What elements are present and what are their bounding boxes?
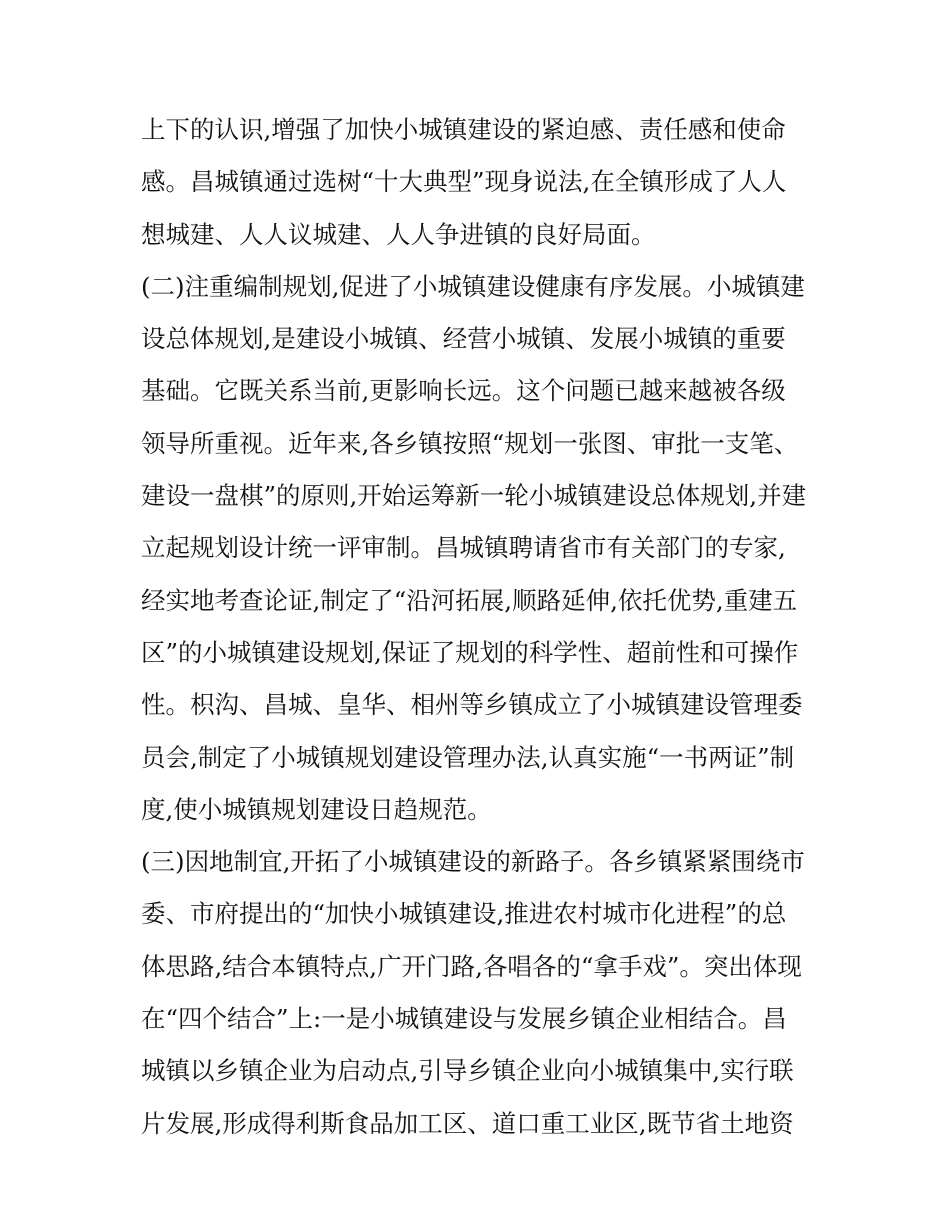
text-line: 区”的小城镇建设规划,保证了规划的科学性、超前性和可操作 [141, 637, 799, 667]
text-line: 想城建、人人议城建、人人争进镇的良好局面。 [141, 219, 656, 249]
text-line: 感。昌城镇通过选树“十大典型”现身说法,在全镇形成了人人 [141, 167, 787, 197]
text-line: 建设一盘棋”的原则,开始运筹新一轮小城镇建设总体规划,并建 [141, 481, 807, 511]
text-line: 在“四个结合”上:一是小城镇建设与发展乡镇企业相结合。昌 [141, 1004, 787, 1034]
text-line: 上下的认识,增强了加快小城镇建设的紧迫感、责任感和使命 [141, 115, 786, 144]
text-line: 经实地考查论证,制定了“沿河拓展,顺路延伸,依托优势,重建五 [141, 585, 798, 615]
text-line: 城镇以乡镇企业为启动点,引导乡镇企业向小城镇集中,实行联 [141, 1056, 794, 1086]
text-line: 基础。它既关系当前,更影响长远。这个问题已越来越被各级 [141, 376, 786, 406]
text-line: 员会,制定了小城镇规划建设管理办法,认真实施“一书两证”制 [141, 742, 795, 772]
text-line: 度,使小城镇规划建设日趋规范。 [141, 794, 492, 824]
text-line: (三)因地制宜,开拓了小城镇建设的新路子。各乡镇紧紧围绕市 [141, 847, 805, 877]
body-text [141, 108, 821, 1154]
text-line: 委、市府提出的“加快小城镇建设,推进农村城市化进程”的总 [141, 899, 787, 929]
text-line: 性。枳沟、昌城、皇华、相州等乡镇成立了小城镇建设管理委 [141, 690, 803, 720]
text-line: 体思路,结合本镇特点,广开门路,各唱各的“拿手戏”。突出体现 [141, 951, 802, 981]
text-line: 立起规划设计统一评审制。昌城镇聘请省市有关部门的专家, [141, 533, 786, 563]
text-line: 设总体规划,是建设小城镇、经营小城镇、发展小城镇的重要 [141, 324, 786, 354]
text-line: (二)注重编制规划,促进了小城镇建设健康有序发展。小城镇建 [141, 271, 805, 301]
text-line: 片发展,形成得利斯食品加工区、道口重工业区,既节省土地资 [141, 1108, 794, 1138]
text-line: 领导所重视。近年来,各乡镇按照“规划一张图、审批一支笔、 [141, 428, 799, 458]
